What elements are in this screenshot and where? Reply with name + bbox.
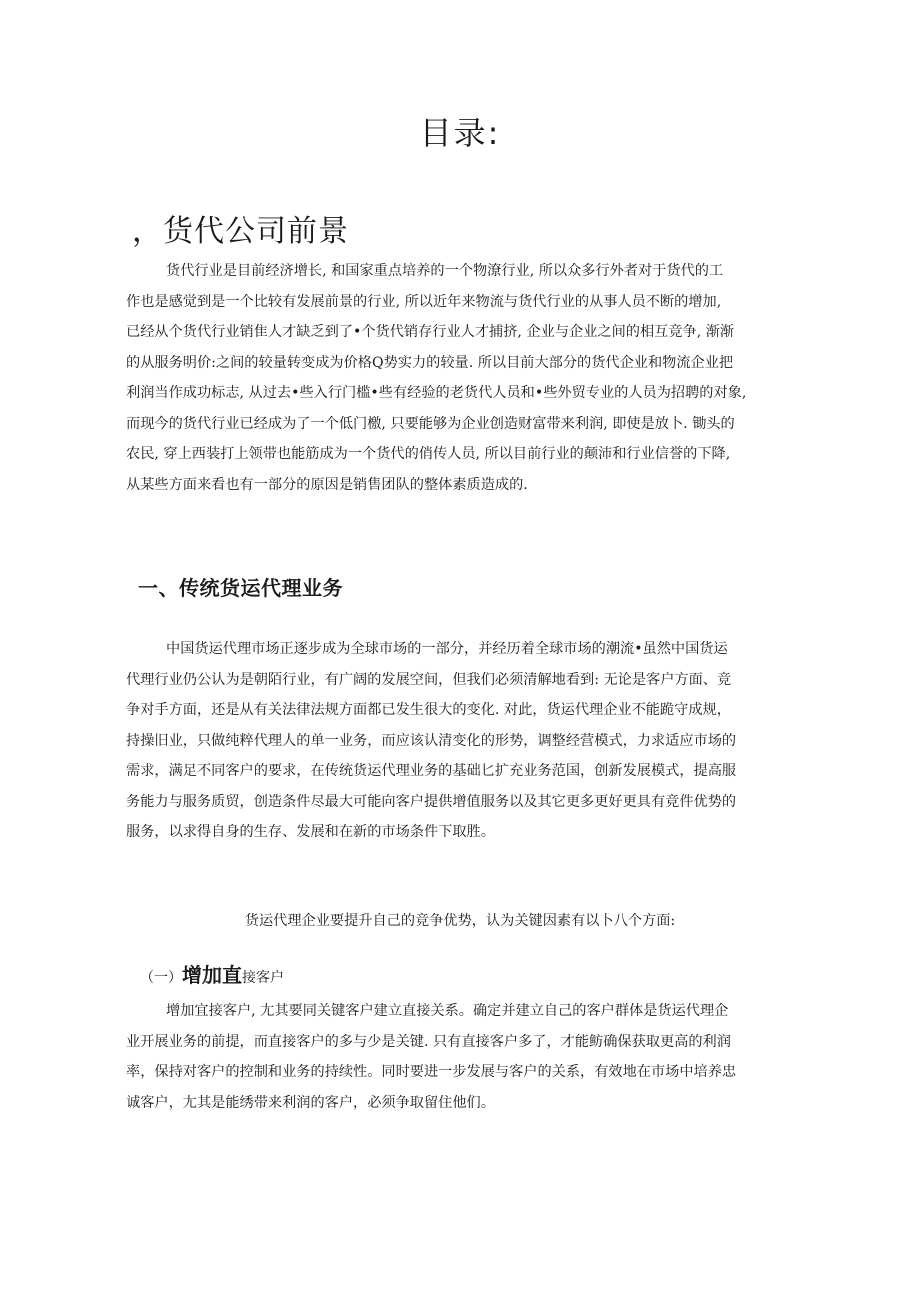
- paragraph-traditional-freight: [126, 634, 794, 848]
- paragraph-line: 代理行业仍公认为是朝陌行业，有广阔的发展空间，但我们必须清解地看到: 无论是客户方面、竞: [126, 671, 732, 688]
- section-heading-freight-outlook: ，货代公司前景: [132, 214, 349, 249]
- paragraph-line: 货代行业是目前经济增长, 和国家重点培养的一个物潦行业, 所以众多行外者对于货代的工: [166, 263, 724, 279]
- paragraph-line: 持操旧业，只做纯粹代理人的单一业务，而应该认清变化的形势，调整经营模式，力求适应市场的: [126, 732, 737, 749]
- paragraph-line: 诚客户，尢其是能绣带来利润的客户，必须争取留住他们。: [126, 1094, 495, 1111]
- subsection-heading-direct-customers: [140, 960, 284, 993]
- subsection-heading-small: 接客户: [242, 970, 284, 986]
- toc-title: 目录:: [419, 114, 501, 152]
- paragraph-line: 农民, 穿上西装打上领带也能筋成为一个货代的俏传人员, 所以目前行业的颠沛和行业信誉的下降,: [126, 446, 731, 462]
- paragraph-line: 争对手方面，还是从有关法律法规方面都已发生很大的变化. 对此，货运代理企业不能跪守成规，: [126, 702, 731, 718]
- paragraph-line: 业开展业务的前提，而直接客户的多与少是关键. 只有直接客户多了，才能鲂确保获取更高的利润: [126, 1033, 731, 1050]
- paragraph-line: 已经从个货代行业销隹人才缺乏到了•个货代销存行业人才捕挤, 企业与企业之间的相互竞争, 渐渐: [126, 324, 735, 340]
- section-heading-traditional-freight: 一、传统货运代理业务: [138, 576, 343, 600]
- paragraph-line: 需求，满足不同客户的要求，在传统货运代理业务的基础匕扩充业务范国，创新发展模式，提高服: [126, 763, 737, 779]
- eight-factors-intro: 货运代理企业要提升自己的竞争优势，认为关键因素有以卜八个方面:: [244, 913, 676, 929]
- paragraph-line: 服务，以求得自身的生存、发展和在新的市场条件下取胜。: [126, 824, 495, 840]
- paragraph-line: 增加宜接客户, 尢其要同关键客户建立直接关系。确定并建立自己的客户群体是货运代理企: [166, 1003, 729, 1019]
- paragraph-line: 作也是感觉到是一个比较有发展前景的行业, 所以近年来物流与货代行业的从事人员不断的增加,: [126, 293, 722, 310]
- paragraph-line: 利润当作成功标志, 从过去•些入行门槛•些有经验的老货代人员和•些外贸专业的人员为招聘的对象,: [126, 385, 747, 401]
- paragraph-line: 而现今的货代行业已经成为了一个低门檄, 只要能够为企业创造财富带来利润, 即使是放卜. 锄头的: [126, 415, 735, 432]
- paragraph-direct-customers: [126, 996, 794, 1118]
- paragraph-line: 从某些方面来看也有一部分的原因是销售团队的整体素质造成的.: [126, 476, 528, 493]
- paragraph-line: 务能力与服务质贸，创造条件尽最大可能向客户提供增值服务以及其它更多更好更具有竞件优势的: [126, 793, 737, 810]
- paragraph-line: 中国货运代理市场正逐步成为全球市场的一部分，并经历着全球市场的潮流•虽然中国货运: [166, 641, 728, 657]
- paragraph-line: 率，保持对客户的控制和业务的持续性。同时要进一步发展与客户的关系，有效地在市场中培养忠: [126, 1064, 737, 1080]
- subsection-prefix: （一）: [140, 970, 182, 986]
- paragraph-line: 的从服务明价:之间的较量转变成为价格Q势实力的较量. 所以目前大部分的货代企业和物流企业把: [126, 354, 734, 371]
- subsection-heading-large: 增加直: [182, 963, 242, 987]
- paragraph-freight-outlook: [126, 256, 794, 500]
